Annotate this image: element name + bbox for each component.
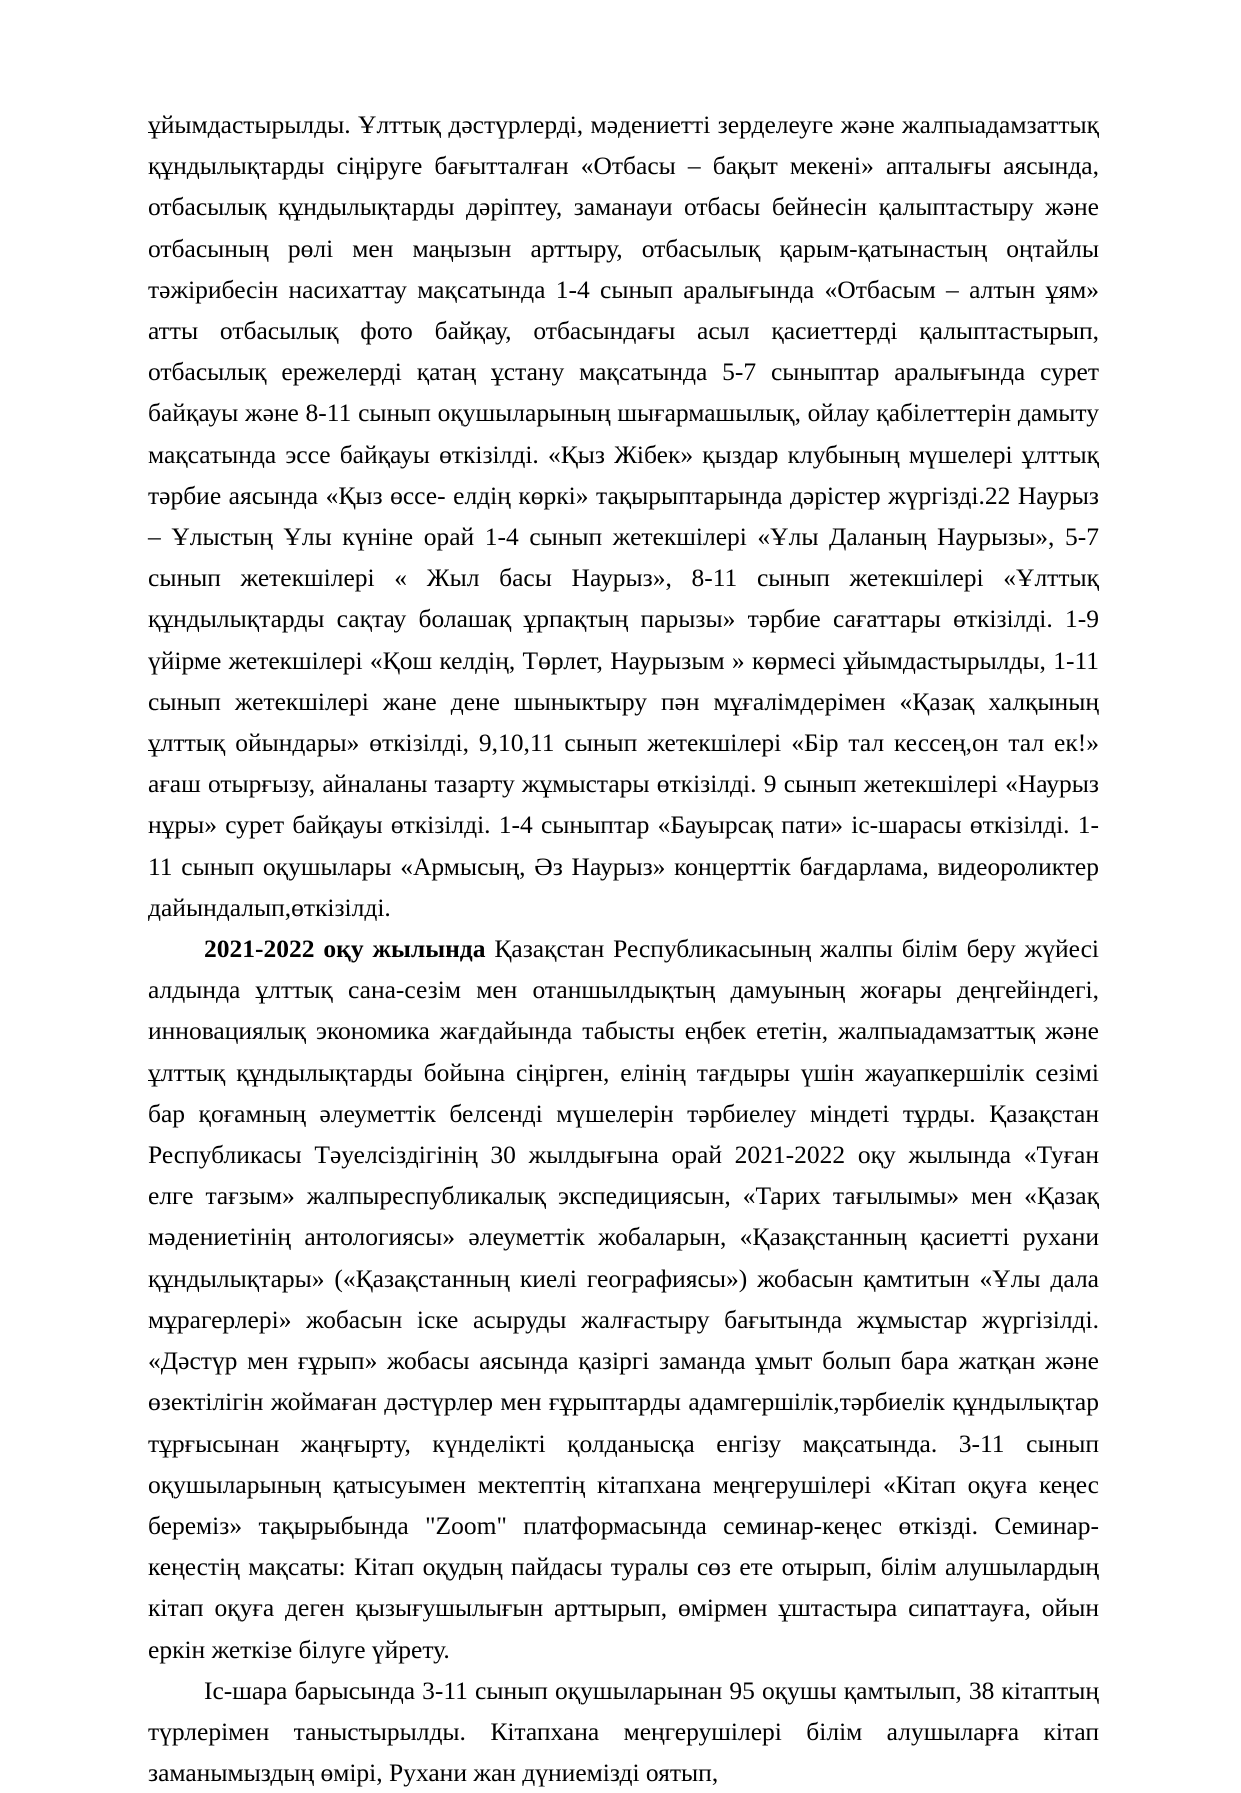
paragraph-run: Іс-шара барысында 3-11 сынып оқушыларынан 95 оқушы қамтылып, 38 кітаптың түрлерімен таныстырылды. Кітапхана меңгерушілері білім алушыларға кітап заманымыздың өмірі, Рухани жан дүниемізді оятып,	[148, 1675, 1099, 1788]
paragraph	[148, 1670, 1099, 1793]
paragraph-run: ұйымдастырылды. Ұлттық дәстүрлерді, мәдениетті зерделеуге және жалпыадамзаттық құндылықтарды сіңіруге бағытталған «Отбасы – бақыт мекені» апталығы аясында, отбасылық құндылықтарды дәріптеу, заманауи отбасы бейнесін қалыптастыру және отбасының рөлі мен маңызын арттыру, отбасылық қарым-қатынастың оңтайлы тәжірибесін насихаттау мақсатында 1-4 сынып аралығында «Отбасым – алтын ұям» атты отбасылық фото байқау, отбасындағы асыл қасиеттерді қалыптастырып, отбасылық ережелерді қатаң ұстану мақсатында 5-7 сыныптар аралығында сурет байқауы және 8-11 сынып оқушыларының шығармашылық, ойлау қабілеттерін дамыту мақсатында эссе байқауы өткізілді. «Қыз Жібек» қыздар клубының мүшелері ұлттық тәрбие аясында «Қыз өссе- елдің көркі» тақырыптарында дәрістер жүргізді.22 Наурыз – Ұлыстың Ұлы күніне орай 1-4 сынып жетекшілері «Ұлы Даланың Наурызы», 5-7 сынып жетекшілері « Жыл басы Наурыз», 8-11 сынып жетекшілері «Ұлттық құндылықтарды сақтау болашақ ұрпақтың парызы» тәрбие сағаттары өткізілді. 1-9 үйірме жетекшілері «Қош келдің, Төрлет, Наурызым » көрмесі ұйымдастырылды, 1-11 сынып жетекшілері жане дене шыныктыру пән мұғалімдерімен «Қазақ халқының ұлттық ойындары» өткізілді, 9,10,11 сынып жетекшілері «Бір тал кессең,он тал ек!» ағаш отырғызу, айналаны тазарту жұмыстары өткізілді. 9 сынып жетекшілері «Наурыз нұры» сурет байқауы өткізілді. 1-4 сыныптар «Бауырсақ пати» іс-шарасы өткізілді. 1-11 сынып оқушылары «Армысың, Әз Наурыз» концерттік бағдарлама, видеороликтер дайындалып,өткізілді.	[148, 110, 1099, 922]
document-body	[148, 104, 1099, 1793]
paragraph	[148, 104, 1099, 928]
paragraph-run: Қазақстан Республикасының жалпы білім беру жүйесі алдында ұлттық сана-сезім мен отаншылдықтың дамуының жоғары деңгейіндегі, инновациялық экономика жағдайында табысты еңбек ететін, жалпыадамзаттық және ұлттық құндылықтарды бойына сіңірген, елінің тағдыры үшін жауапкершілік сезімі бар қоғамның әлеуметтік белсенді мүшелерін тәрбиелеу міндеті тұрды. Қазақстан Республикасы Тәуелсіздігінің 30 жылдығына орай 2021-2022 оқу жылында «Туған елге тағзым» жалпыреспубликалық экспедициясын, «Тарих тағылымы» мен «Қазақ мәдениетінің антологиясы» әлеуметтік жобаларын, «Қазақстанның қасиетті рухани құндылықтары» («Қазақстанның киелі географиясы») жобасын қамтитын «Ұлы дала мұрагерлері» жобасын іске асыруды жалғастыру бағытында жұмыстар жүргізілді. «Дәстүр мен ғұрып» жобасы аясында қазіргі заманда ұмыт болып бара жатқан және өзектілігін жоймаған дәстүрлер мен ғұрыптарды адамгершілік,тәрбиелік құндылықтар тұрғысынан жаңғырту, күнделікті қолданысқа енгізу мақсатында. 3-11 сынып оқушыларының қатысуымен мектептің кітапхана меңгерушілері «Кітап оқуға кеңес береміз» тақырыбында "Zoom" платформасында семинар-кеңес өткізді. Семинар-кеңестің мақсаты: Кітап оқудың пайдасы туралы сөз ете отырып, білім алушылардың кітап оқуға деген қызығушылығын арттырып, өмірмен ұштастыра сипаттауға, ойын еркін жеткізе білуге үйрету.	[148, 934, 1099, 1664]
paragraph	[148, 928, 1099, 1670]
paragraph-run-bold: 2021-2022 оқу жылында	[204, 934, 486, 964]
